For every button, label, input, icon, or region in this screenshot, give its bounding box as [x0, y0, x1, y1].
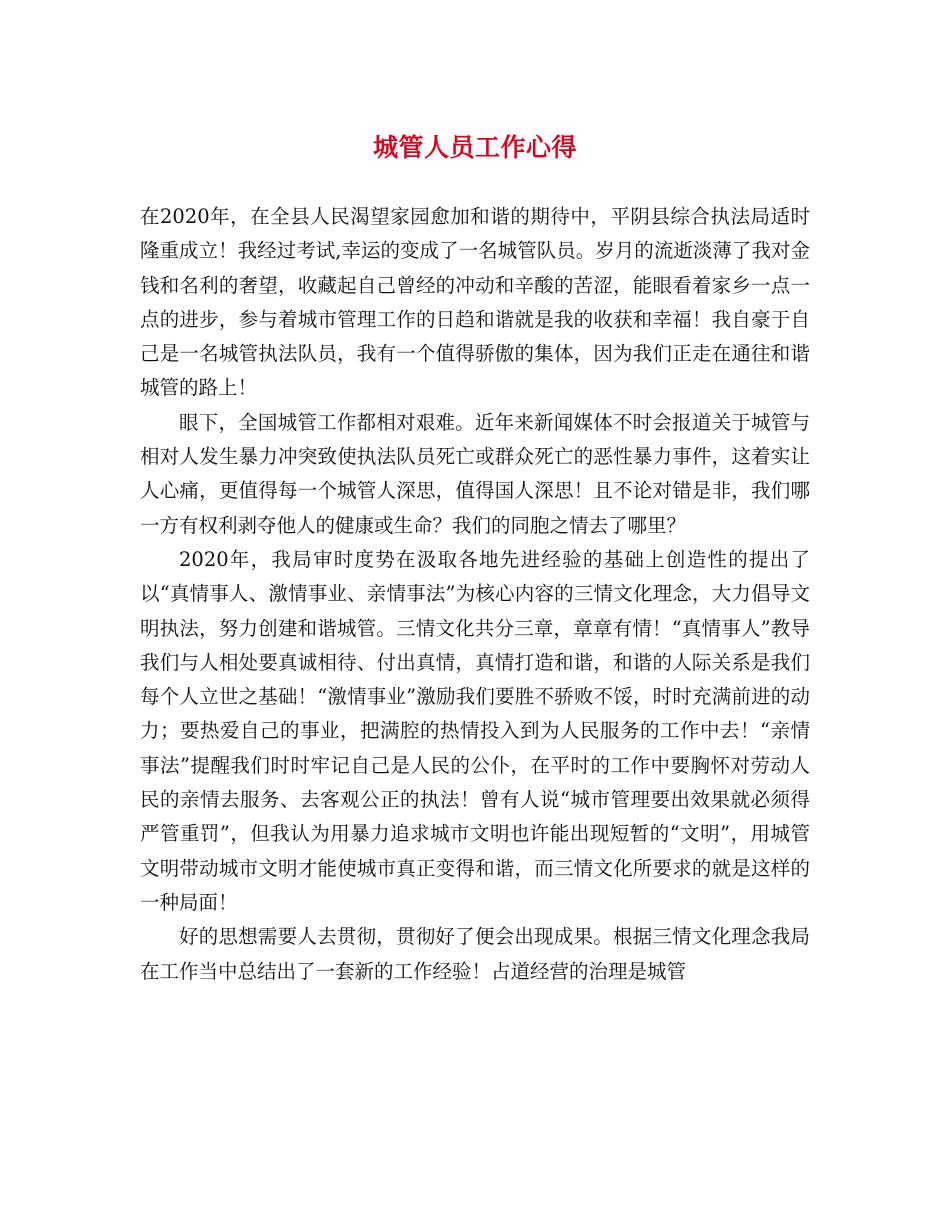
paragraph-3: 2020年，我局审时度势在汲取各地先进经验的基础上创造性的提出了以“真情事人、激情事业、亲情事法”为核心内容的三情文化理念，大力倡导文明执法，努力创建和谐城管。三情文化共分三章，章章有情！“真情事人”教导我们与人相处要真诚相待、付出真情，真情打造和谐，和谐的人际关系是我们每个人立世之基础！“激情事业”激励我们要胜不骄败不馁，时时充满前进的动力；要热爱自己的事业，把满腔的热情投入到为人民服务的工作中去！“亲情事法”提醒我们时时牢记自己是人民的公仆，在平时的工作中要胸怀对劳动人民的亲情去服务、去客观公正的执法！曾有人说“城市管理要出效果就必须得严管重罚”，但我认为用暴力追求城市文明也许能出现短暂的“文明”，用城管文明带动城市文明才能使城市真正变得和谐，而三情文化所要求的就是这样的一种局面！ [140, 547, 810, 914]
paragraph-2: 眼下，全国城管工作都相对艰难。近年来新闻媒体不时会报道关于城管与相对人发生暴力冲突致使执法队员死亡或群众死亡的恶性暴力事件，这着实让人心痛，更值得每一个城管人深思，值得国人深思！且不论对错是非，我们哪一方有权利剥夺他人的健康或生命？我们的同胞之情去了哪里？ [140, 410, 810, 537]
document-title: 城管人员工作心得 [372, 133, 577, 162]
paragraph-4: 好的思想需要人去贯彻，贯彻好了便会出现成果。根据三情文化理念我局在工作当中总结出了一套新的工作经验！占道经营的治理是城管 [140, 925, 810, 983]
document-body [140, 200, 810, 989]
paragraph-1: 在2020年，在全县人民渴望家园愈加和谐的期待中，平阴县综合执法局适时隆重成立！我经过考试,幸运的变成了一名城管队员。岁月的流逝淡薄了我对金钱和名利的奢望，收藏起自己曾经的冲动和辛酸的苦涩，能眼看着家乡一点一点的进步，参与着城市管理工作的日趋和谐就是我的收获和幸福！我自豪于自己是一名城管执法队员，我有一个值得骄傲的集体，因为我们正走在通往和谐城管的路上！ [140, 205, 810, 400]
